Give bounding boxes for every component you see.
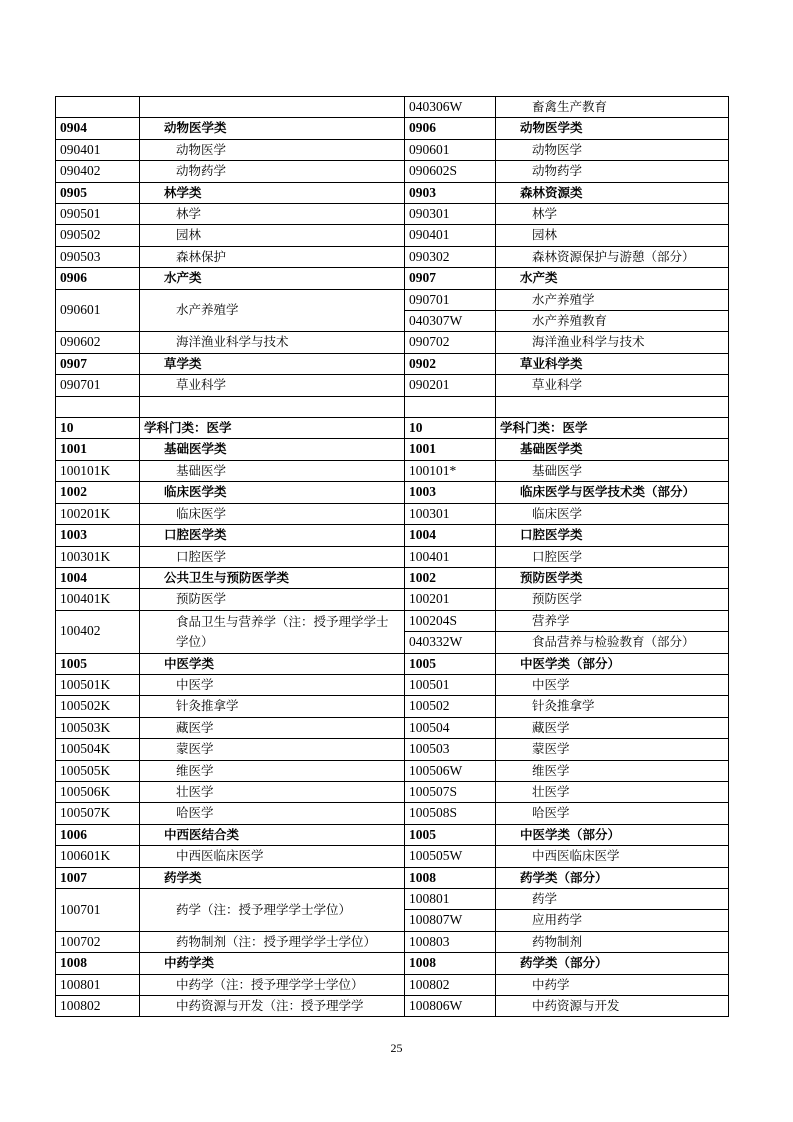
new-major-name: 动物医学 [496,139,729,160]
new-major-name: 维医学 [496,760,729,781]
table-body [56,97,729,1017]
table-row [56,953,729,974]
new-major-name: 藏医学 [496,717,729,738]
table-row [56,375,729,396]
table-row [56,546,729,567]
old-major-name: 水产养殖学 [140,289,405,332]
new-major-code: 090702 [405,332,496,353]
old-major-code: 0905 [56,182,140,203]
table-row [56,824,729,845]
new-major-code: 100504 [405,717,496,738]
old-major-name: 预防医学 [140,589,405,610]
old-major-name: 动物医学类 [140,118,405,139]
table-row [56,974,729,995]
new-major-name: 中医学 [496,674,729,695]
table-row [56,739,729,760]
table-row [56,225,729,246]
old-major-name: 临床医学 [140,503,405,524]
old-major-name: 水产类 [140,268,405,289]
old-major-name: 壮医学 [140,781,405,802]
old-major-code: 100502K [56,696,140,717]
new-major-name: 应用药学 [496,910,729,931]
new-major-code: 100807W [405,910,496,931]
new-major-code: 100806W [405,996,496,1017]
new-major-name: 预防医学类 [496,567,729,588]
table-row [56,846,729,867]
old-major-name: 维医学 [140,760,405,781]
new-major-code: 100301 [405,503,496,524]
new-major-name: 药物制剂 [496,931,729,952]
new-major-code: 10 [405,418,496,439]
table-row [56,803,729,824]
old-major-code: 090402 [56,161,140,182]
table-row [56,867,729,888]
new-major-name: 水产类 [496,268,729,289]
old-major-code: 100201K [56,503,140,524]
old-major-name: 动物医学 [140,139,405,160]
table-row [56,996,729,1017]
old-major-name: 临床医学类 [140,482,405,503]
old-major-name: 食品卫生与营养学（注：授予理学学士学位） [140,610,405,653]
table-row [56,674,729,695]
old-major-code: 100701 [56,889,140,932]
new-major-code: 040332W [405,632,496,653]
old-major-code: 1006 [56,824,140,845]
table-row [56,396,729,417]
old-major-name: 草学类 [140,353,405,374]
old-major-code: 100801 [56,974,140,995]
new-major-name: 基础医学 [496,460,729,481]
old-major-name: 中医学类 [140,653,405,674]
old-major-code: 1007 [56,867,140,888]
new-major-code: 0903 [405,182,496,203]
old-major-name: 哈医学 [140,803,405,824]
table-row [56,268,729,289]
old-major-name: 中西医临床医学 [140,846,405,867]
new-major-code: 100801 [405,889,496,910]
new-major-code: 1003 [405,482,496,503]
old-major-name: 中医学 [140,674,405,695]
new-major-name: 中医学类（部分） [496,824,729,845]
empty-cell [405,396,496,417]
new-major-name: 壮医学 [496,781,729,802]
new-major-name: 营养学 [496,610,729,631]
new-major-code: 0907 [405,268,496,289]
table-row [56,204,729,225]
old-major-code: 1005 [56,653,140,674]
new-major-name: 蒙医学 [496,739,729,760]
new-major-code: 1004 [405,525,496,546]
old-major-name: 海洋渔业科学与技术 [140,332,405,353]
old-major-name: 药学（注：授予理学学士学位） [140,889,405,932]
table-row [56,931,729,952]
old-major-code: 090401 [56,139,140,160]
new-major-name: 中医学类（部分） [496,653,729,674]
new-major-name: 园林 [496,225,729,246]
table-row [56,332,729,353]
new-major-code: 100201 [405,589,496,610]
new-major-code: 100204S [405,610,496,631]
new-major-name: 中药学 [496,974,729,995]
empty-cell [140,396,405,417]
old-major-code: 100506K [56,781,140,802]
old-major-code: 090602 [56,332,140,353]
old-major-name: 森林保护 [140,246,405,267]
new-major-code: 1002 [405,567,496,588]
new-major-name: 学科门类：医学 [496,418,729,439]
new-major-name: 中药资源与开发 [496,996,729,1017]
old-major-code: 100802 [56,996,140,1017]
old-major-code: 100301K [56,546,140,567]
new-major-name: 临床医学与医学技术类（部分） [496,482,729,503]
old-major-name: 中西医结合类 [140,824,405,845]
new-major-name: 海洋渔业科学与技术 [496,332,729,353]
new-major-code: 090201 [405,375,496,396]
new-major-code: 090301 [405,204,496,225]
empty-cell [56,396,140,417]
old-major-name: 藏医学 [140,717,405,738]
new-major-name: 动物药学 [496,161,729,182]
new-major-code: 040307W [405,311,496,332]
old-major-code: 100702 [56,931,140,952]
new-major-name: 森林资源保护与游憩（部分） [496,246,729,267]
old-major-code: 1003 [56,525,140,546]
table-row [56,482,729,503]
new-major-code: 0902 [405,353,496,374]
new-major-code: 040306W [405,97,496,118]
page-number: 25 [390,1041,403,1055]
old-major-name: 中药学（注：授予理学学士学位） [140,974,405,995]
old-major-code: 100601K [56,846,140,867]
new-major-code: 100508S [405,803,496,824]
old-major-code: 090701 [56,375,140,396]
old-major-code: 100101K [56,460,140,481]
table-row [56,525,729,546]
new-major-code: 100802 [405,974,496,995]
old-major-code: 1004 [56,567,140,588]
new-major-code: 100101* [405,460,496,481]
new-major-name: 针灸推拿学 [496,696,729,717]
old-major-name: 基础医学 [140,460,405,481]
table-row [56,139,729,160]
new-major-code: 100803 [405,931,496,952]
old-major-name: 动物药学 [140,161,405,182]
old-major-code: 100402 [56,610,140,653]
new-major-code: 1005 [405,824,496,845]
new-major-code: 090302 [405,246,496,267]
old-major-code: 090501 [56,204,140,225]
new-major-code: 090602S [405,161,496,182]
major-catalog-table [55,96,729,1017]
old-major-code: 10 [56,418,140,439]
table-row [56,717,729,738]
new-major-code: 100401 [405,546,496,567]
new-major-code: 1005 [405,653,496,674]
empty-cell [496,396,729,417]
old-major-code: 100501K [56,674,140,695]
new-major-name: 基础医学类 [496,439,729,460]
table-row [56,653,729,674]
new-major-code: 100506W [405,760,496,781]
table-row [56,610,729,631]
new-major-name: 口腔医学 [496,546,729,567]
old-major-code: 0906 [56,268,140,289]
old-major-code: 1002 [56,482,140,503]
table-row [56,889,729,910]
new-major-name: 临床医学 [496,503,729,524]
new-major-name: 药学类（部分） [496,953,729,974]
new-major-name: 预防医学 [496,589,729,610]
new-major-name: 药学 [496,889,729,910]
old-major-code: 100401K [56,589,140,610]
table-row [56,418,729,439]
table-row [56,289,729,310]
old-major-name: 公共卫生与预防医学类 [140,567,405,588]
old-major-code: 090601 [56,289,140,332]
new-major-code: 100502 [405,696,496,717]
old-major-code: 100503K [56,717,140,738]
table-row [56,589,729,610]
table-row [56,781,729,802]
new-major-code: 100503 [405,739,496,760]
empty-cell [56,97,140,118]
old-major-name: 学科门类：医学 [140,418,405,439]
old-major-code: 100504K [56,739,140,760]
empty-cell [140,97,405,118]
new-major-name: 动物医学类 [496,118,729,139]
old-major-name: 中药学类 [140,953,405,974]
old-major-code: 0904 [56,118,140,139]
old-major-name: 林学类 [140,182,405,203]
old-major-name: 基础医学类 [140,439,405,460]
table-row [56,439,729,460]
old-major-name: 中药资源与开发（注：授予理学学 [140,996,405,1017]
new-major-name: 口腔医学类 [496,525,729,546]
old-major-name: 林学 [140,204,405,225]
new-major-name: 畜禽生产教育 [496,97,729,118]
table-row [56,460,729,481]
table-row [56,161,729,182]
new-major-code: 1008 [405,867,496,888]
table-row [56,696,729,717]
old-major-code: 090502 [56,225,140,246]
new-major-name: 草业科学 [496,375,729,396]
old-major-name: 药学类 [140,867,405,888]
table-row [56,182,729,203]
new-major-name: 水产养殖教育 [496,311,729,332]
new-major-code: 090701 [405,289,496,310]
new-major-name: 草业科学类 [496,353,729,374]
old-major-name: 针灸推拿学 [140,696,405,717]
new-major-code: 0906 [405,118,496,139]
old-major-name: 蒙医学 [140,739,405,760]
new-major-code: 1001 [405,439,496,460]
old-major-code: 100507K [56,803,140,824]
new-major-code: 090401 [405,225,496,246]
old-major-code: 0907 [56,353,140,374]
new-major-code: 100505W [405,846,496,867]
old-major-name: 草业科学 [140,375,405,396]
old-major-name: 园林 [140,225,405,246]
new-major-name: 哈医学 [496,803,729,824]
old-major-code: 100505K [56,760,140,781]
new-major-code: 1008 [405,953,496,974]
new-major-name: 药学类（部分） [496,867,729,888]
old-major-code: 1001 [56,439,140,460]
old-major-name: 口腔医学类 [140,525,405,546]
old-major-code: 090503 [56,246,140,267]
table-row [56,760,729,781]
table-row [56,503,729,524]
table-row [56,353,729,374]
table-row [56,118,729,139]
table-row [56,246,729,267]
new-major-code: 090601 [405,139,496,160]
new-major-name: 水产养殖学 [496,289,729,310]
table-row [56,567,729,588]
old-major-code: 1008 [56,953,140,974]
table-row [56,97,729,118]
new-major-code: 100507S [405,781,496,802]
new-major-name: 中西医临床医学 [496,846,729,867]
old-major-name: 药物制剂（注：授予理学学士学位） [140,931,405,952]
new-major-code: 100501 [405,674,496,695]
new-major-name: 森林资源类 [496,182,729,203]
new-major-name: 食品营养与检验教育（部分） [496,632,729,653]
new-major-name: 林学 [496,204,729,225]
old-major-name: 口腔医学 [140,546,405,567]
